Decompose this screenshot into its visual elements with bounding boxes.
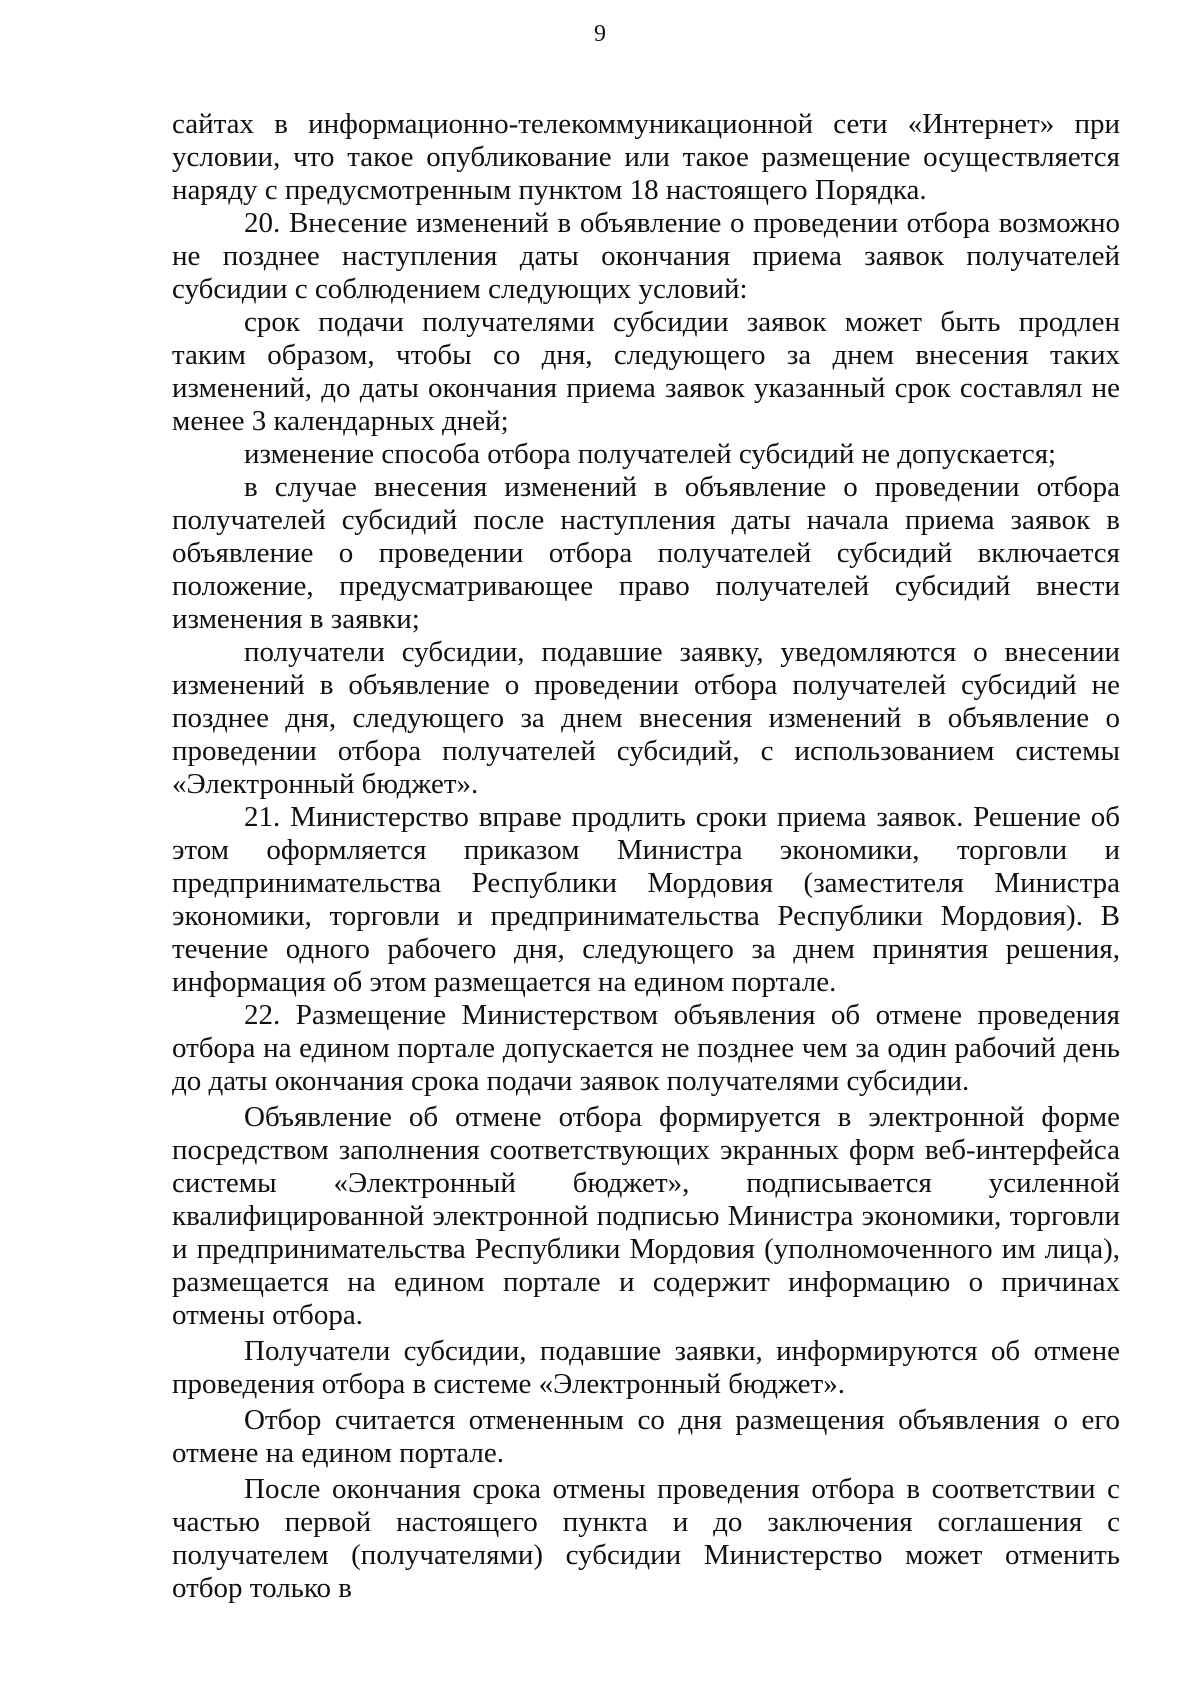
paragraph: срок подачи получателями субсидии заявок может быть продлен таким образом, чтобы со дня, следующего за днем внесения таких изменений, до даты окончания приема заявок указанный срок составлял не менее 3 календарных дней; [172,306,1120,437]
paragraph-item-20: 20. Внесение изменений в объявление о проведении отбора возможно не позднее наступления даты окончания приема заявок получателей субсидии с соблюдением следующих условий: [172,207,1120,305]
paragraph: Получатели субсидии, подавшие заявки, информируются об отмене проведения отбора в системе «Электронный бюджет». [172,1335,1120,1400]
page-number: 9 [594,21,606,47]
paragraph: изменение способа отбора получателей субсидий не допускается; [244,438,1057,470]
paragraph-item-21: 21. Министерство вправе продлить сроки приема заявок. Решение об этом оформляется приказом Министра экономики, торговли и предпринимательства Республики Мордовия (заместителя Министра экономики, торговли и предпринимательства Республики Мордовия). В течение одного рабочего дня, следующего за днем принятия решения, информация об этом размещается на едином портале. [172,801,1120,998]
paragraph: в случае внесения изменений в объявление о проведении отбора получателей субсидий после наступления даты начала приема заявок в объявление о проведении отбора получателей субсидий включается положение, предусматривающее право получателей субсидий внести изменения в заявки; [172,471,1120,635]
paragraph-item-22: 22. Размещение Министерством объявления об отмене проведения отбора на едином портале допускается не позднее чем за один рабочий день до даты окончания срока подачи заявок получателями субсидии. [172,999,1120,1097]
paragraph: сайтах в информационно-телекоммуникационной сети «Интернет» при условии, что такое опубликование или такое размещение осуществляется наряду с предусмотренным пунктом 18 настоящего Порядка. [172,108,1120,206]
paragraph: получатели субсидии, подавшие заявку, уведомляются о внесении изменений в объявление о проведении отбора получателей субсидий не позднее дня, следующего за днем внесения изменений в объявление о проведении отбора получателей субсидий, с использованием системы «Электронный бюджет». [172,636,1120,800]
paragraph: Отбор считается отмененным со дня размещения объявления о его отмене на едином портале. [172,1404,1120,1469]
paragraph: После окончания срока отмены проведения отбора в соответствии с частью первой настоящего пункта и до заключения соглашения с получателем (получателями) субсидии Министерство может отменить отбор только в [172,1473,1120,1604]
paragraph: Объявление об отмене отбора формируется в электронной форме посредством заполнения соответствующих экранных форм веб-интерфейса системы «Электронный бюджет», подписывается усиленной квалифицированной электронной подписью Министра экономики, торговли и предпринимательства Республики Мордовия (уполномоченного им лица), размещается на едином портале и содержит информацию о причинах отмены отбора. [172,1101,1120,1331]
document-body [172,108,1120,1605]
